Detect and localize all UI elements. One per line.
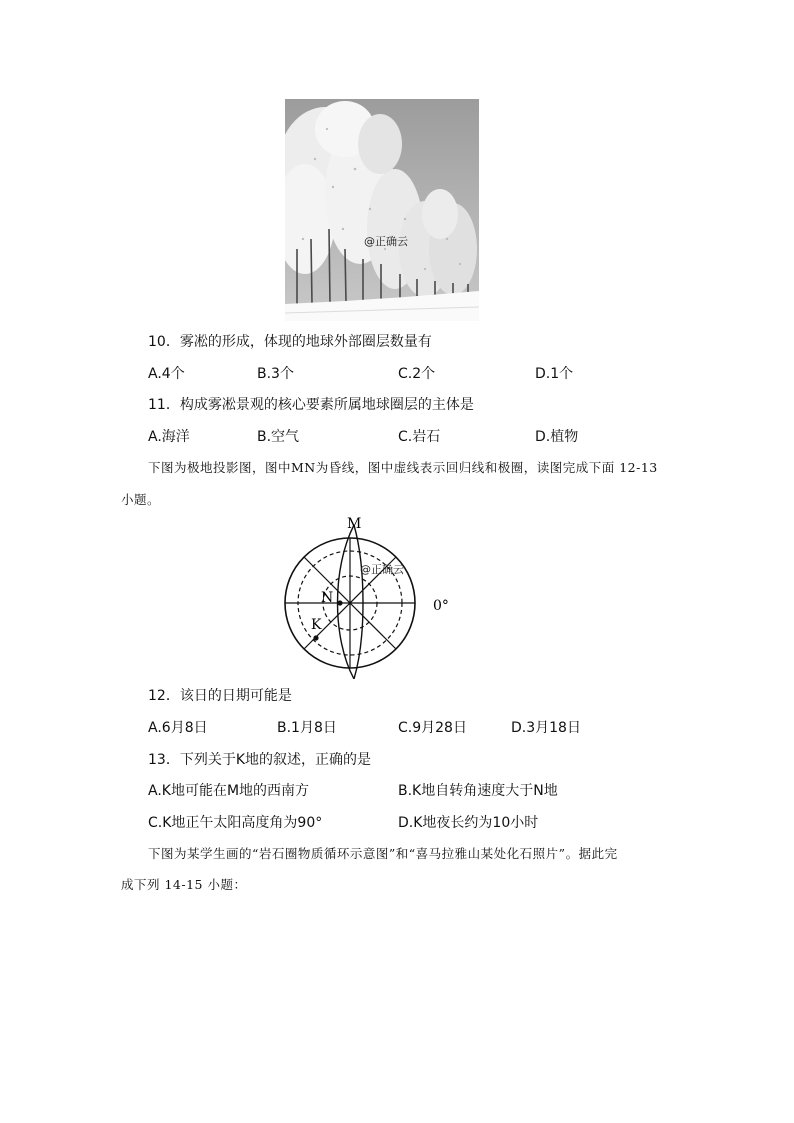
question-12-option-d: D.3月18日 [511, 720, 581, 736]
photo-watermark: @正确云 [364, 235, 408, 248]
polar-projection-figure [280, 513, 470, 679]
dusk-line-right [354, 525, 363, 679]
question-13-option-b: B.K地自转角速度大于N地 [398, 783, 558, 799]
question-12-option-b: B.1月8日 [277, 720, 337, 736]
question-11-option-c: C.岩石 [398, 429, 441, 445]
meridian-lines [285, 538, 415, 668]
question-11-option-a: A.海洋 [148, 429, 190, 445]
intro-12-13-line1: 下图为极地投影图，图中MN为昏线，图中虚线表示回归线和极圈，读图完成下面 12-13 [148, 460, 658, 475]
question-11-stem: 11．构成雾凇景观的核心要素所属地球圈层的主体是 [148, 397, 474, 413]
rime-trees-image [285, 99, 479, 321]
intro-12-13-line2: 小题。 [121, 492, 161, 507]
question-12-option-c: C.9月28日 [398, 720, 467, 736]
question-13-option-a: A.K地可能在M地的西南方 [148, 783, 310, 799]
polar-projection-diagram [280, 513, 470, 679]
question-11-option-d: D.植物 [535, 429, 579, 445]
intro-14-15-line2: 成下列 14-15 小题： [121, 877, 247, 892]
question-12-stem: 12．该日的日期可能是 [148, 688, 292, 704]
intro-14-15-line1: 下图为某学生画的“岩石圈物质循环示意图”和“喜马拉雅山某处化石照片”。据此完 [148, 846, 618, 861]
question-11-option-b: B.空气 [257, 429, 300, 445]
question-13-stem: 13．下列关于K地的叙述，正确的是 [148, 752, 371, 768]
label-k: K [311, 617, 322, 633]
question-10-option-a: A.4个 [148, 366, 185, 382]
question-10-option-b: B.3个 [257, 366, 294, 382]
question-13-option-c: C.K地正午太阳高度角为90° [148, 815, 323, 831]
question-10-option-d: D.1个 [535, 366, 574, 382]
question-13-option-d: D.K地夜长约为10小时 [398, 815, 539, 831]
label-n: N [321, 590, 334, 606]
point-n [337, 600, 342, 605]
label-0-degree: 0° [433, 598, 449, 614]
question-10-stem: 10．雾凇的形成，体现的地球外部圈层数量有 [148, 334, 432, 350]
rime-photo [285, 99, 479, 321]
question-10-option-c: C.2个 [398, 366, 436, 382]
point-k [313, 635, 318, 640]
label-m: M [347, 516, 362, 532]
diagram-watermark: @正确云 [360, 563, 404, 576]
question-12-option-a: A.6月8日 [148, 720, 208, 736]
